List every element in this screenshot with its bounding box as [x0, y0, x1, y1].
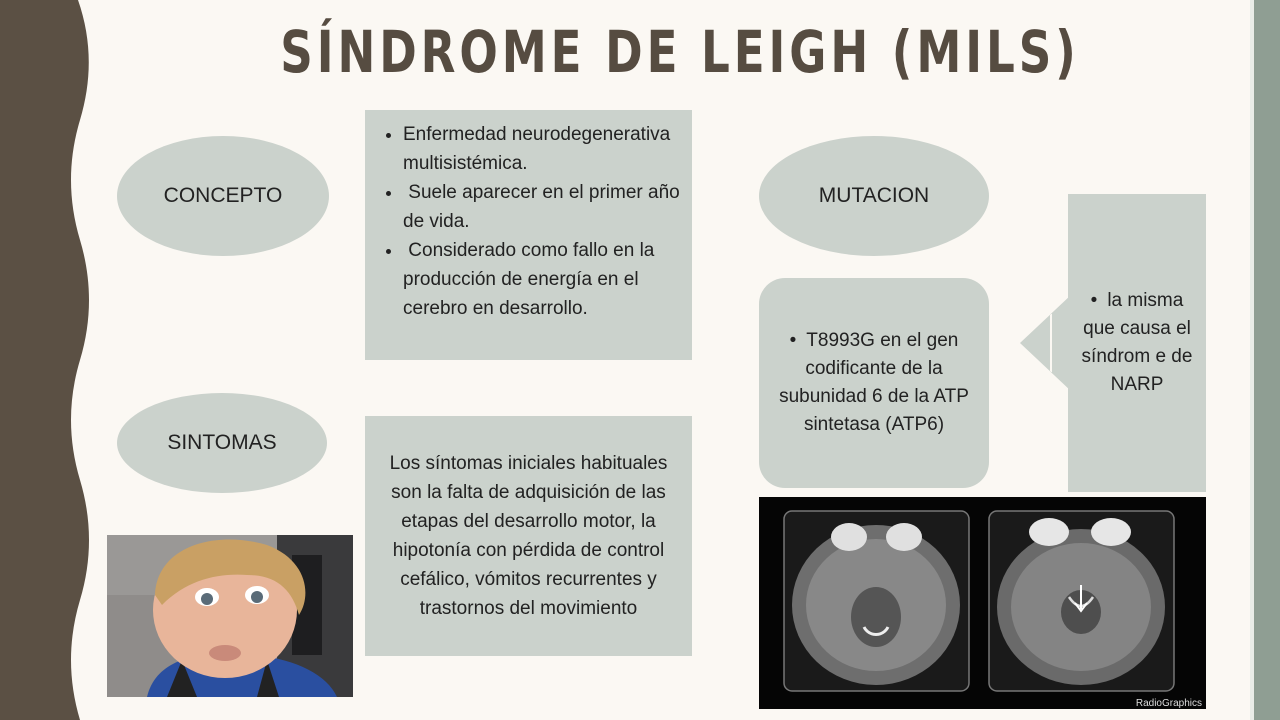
bullet: • [789, 330, 797, 351]
decorative-right-band [1250, 0, 1280, 720]
sintomas-label: SINTOMAS [167, 431, 277, 454]
mutacion-oval [759, 136, 989, 256]
mutacion-label: MUTACION [818, 184, 930, 207]
decorative-wave-band [0, 0, 110, 720]
sintomas-text: Los síntomas iniciales habituales son la falta de adquisición de las etapas del desarrollo motor, la hipotonía con pérdida de control cefálico, vómitos recurrentes y trastornos del movimiento [389, 453, 668, 619]
mri-image [759, 497, 1206, 709]
bullet: • [1090, 290, 1098, 311]
concepto-item: • Suele aparecer en el primer año de vida. [403, 178, 680, 236]
mri-caption: RadioGraphics [1135, 698, 1202, 709]
child-photo [107, 535, 353, 697]
concepto-item: • Enfermedad neurodegenerativa multisistémica. [403, 120, 680, 178]
concepto-box [365, 110, 692, 360]
concepto-label: CONCEPTO [163, 184, 283, 207]
concepto-oval [117, 136, 329, 256]
left-arrow-icon [1020, 296, 1070, 390]
brain-mri-scans [759, 497, 1206, 709]
sintomas-box [365, 416, 692, 656]
narp-box [1068, 194, 1206, 492]
sintomas-oval [117, 393, 327, 493]
mutacion-card-text: T8993G en el gen codificante de la subunidad 6 de la ATP sintetasa (ATP6) [779, 330, 969, 435]
narp-text: la misma que causa el síndrom e de NARP [1081, 290, 1193, 395]
concepto-item: • Considerado como fallo en la producción de energía en el cerebro en desarrollo. [403, 236, 680, 323]
mutacion-card [759, 278, 989, 488]
slide-title: SÍNDROME DE LEIGH (MILS) [280, 18, 1080, 86]
